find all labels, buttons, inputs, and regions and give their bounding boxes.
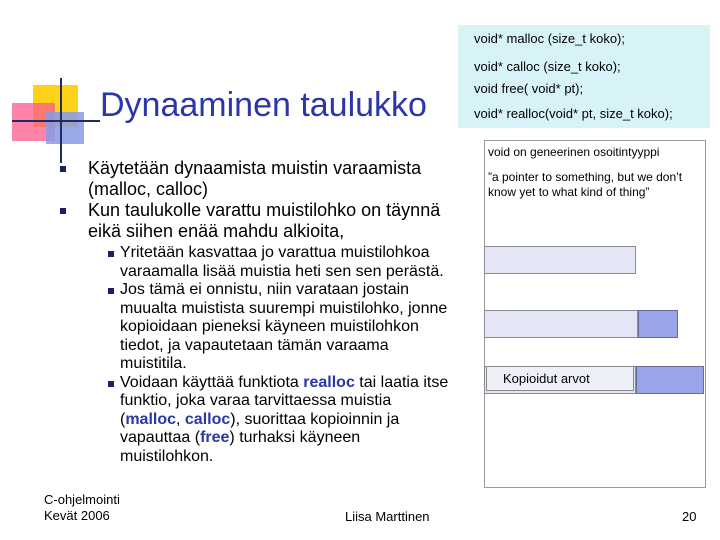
memory-block-extended: [484, 310, 638, 338]
memory-block-new-space: [636, 366, 704, 394]
page-number: 20: [682, 509, 697, 524]
bullet-item: [58, 200, 458, 242]
logo-vertical-line: [60, 78, 62, 163]
logo-blue-square: [46, 112, 84, 144]
footer-course: [44, 492, 120, 524]
bullet-square-icon: [108, 288, 114, 294]
code-box-calloc: void* calloc (size_t koko);: [458, 53, 710, 81]
bullet-text: Kun taulukolle varattu muistilohko on täynnä eikä siihen enää mahdu alkioita,: [88, 200, 441, 241]
text-fragment: ,: [176, 410, 185, 428]
footer-author: Liisa Marttinen: [345, 509, 430, 524]
main-bullet-list: [58, 158, 458, 242]
keyword-malloc: malloc: [125, 410, 177, 428]
memory-label-copied: Kopioidut arvot: [486, 366, 634, 391]
sub-bullet-text: Jos tämä ei onnistu, niin varataan jostain muualta muistista suurempi muistilohko, jonne kopioidaan pieneksi käyneen muistilohkon tiedot, ja vapautetaan tämän varaama muistitila.: [120, 281, 448, 372]
sub-bullet-item: [110, 281, 455, 374]
footer-course-name: C-ohjelmointi: [44, 492, 120, 507]
footer-term: Kevät 2006: [44, 508, 110, 523]
bullet-square-icon: [108, 251, 114, 257]
sub-bullet-text: Yritetään kasvattaa jo varattua muistilohkoa varaamalla lisää muistia heti sen sen perästä.: [120, 244, 444, 280]
code-box-free: void free( void* pt);: [458, 75, 710, 103]
slide-title: Dynaaminen taulukko: [100, 86, 427, 124]
logo-horizontal-line: [12, 120, 100, 122]
sub-bullet-list: [110, 244, 455, 466]
memory-block-original: [484, 246, 636, 274]
keyword-calloc: calloc: [184, 410, 231, 428]
memory-block-added: [638, 310, 678, 338]
keyword-realloc: realloc: [303, 373, 355, 391]
sub-bullet-text: [120, 374, 448, 465]
text-fragment: ), suorittaa kopioinnin ja vapauttaa (: [120, 410, 400, 446]
text-fragment: ) turhaksi käyneen muistilohkon.: [120, 429, 361, 465]
bullet-item: [58, 158, 458, 200]
text-fragment: tai laatia itse funktio, joka varaa tarvittaessa muistia (: [120, 373, 449, 428]
note-quote: ”a pointer to something, but we don’t know yet to what kind of thing”: [488, 170, 683, 199]
text-fragment: Voidaan käyttää funktiota: [120, 373, 304, 391]
code-box-realloc: void* realloc(void* pt, size_t koko);: [458, 100, 710, 128]
note-generic-pointer: void on geneerinen osoitintyyppi: [488, 145, 660, 159]
bullet-square-icon: [60, 166, 66, 172]
keyword-free: free: [200, 429, 230, 446]
bullet-text: Käytetään dynaamista muistin varaamista (malloc, calloc): [88, 158, 422, 199]
code-box-malloc: void* malloc (size_t koko);: [458, 25, 710, 53]
bullet-square-icon: [60, 208, 66, 214]
sub-bullet-item: [110, 244, 455, 281]
sub-bullet-item: [110, 374, 455, 467]
bullet-square-icon: [108, 381, 114, 387]
